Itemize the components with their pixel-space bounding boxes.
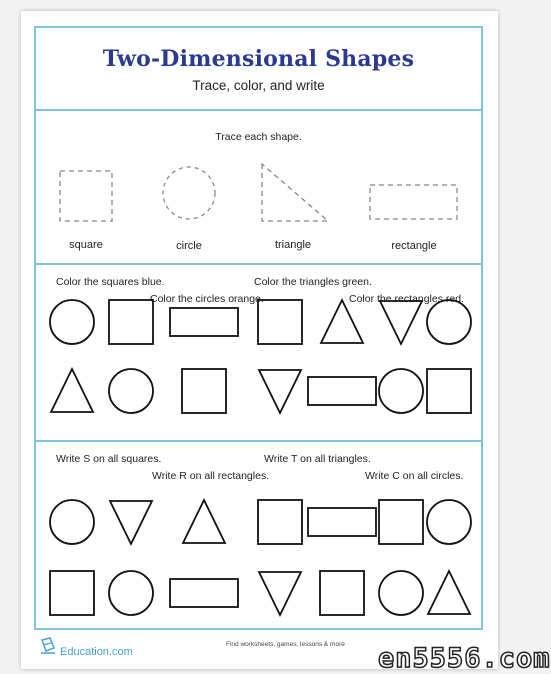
watermark-text: en5556.com	[378, 643, 551, 674]
trace-section	[36, 111, 481, 265]
write-shape-circle[interactable]	[50, 500, 94, 544]
write-instruction-rectangles: Write R on all rectangles.	[152, 470, 270, 482]
write-shape-circle[interactable]	[379, 571, 423, 615]
worksheet-subtitle: Trace, color, and write	[192, 78, 325, 93]
write-shape-circle[interactable]	[427, 500, 471, 544]
write-shape-rectangle[interactable]	[308, 508, 376, 536]
write-section	[36, 442, 481, 630]
write-instruction-squares: Write S on all squares.	[56, 453, 162, 465]
trace-label-rectangle: rectangle	[391, 240, 437, 252]
color-section	[36, 265, 481, 442]
worksheet-frame	[34, 26, 483, 630]
color-shape-rectangle[interactable]	[308, 377, 376, 405]
footer-brand: Education.com	[60, 646, 133, 658]
header-section	[36, 28, 481, 111]
color-shape-triangle-up[interactable]	[321, 300, 363, 343]
trace-label-triangle: triangle	[274, 239, 312, 251]
color-shape-square[interactable]	[182, 369, 226, 413]
trace-label-circle: circle	[176, 240, 202, 252]
write-shape-triangle-down[interactable]	[259, 572, 301, 615]
write-shape-triangle-down[interactable]	[110, 501, 152, 544]
color-instruction-rectangles: Color the rectangles red.	[349, 293, 464, 305]
color-instruction-circles: Color the circles orange.	[150, 293, 264, 305]
write-shape-square[interactable]	[379, 500, 423, 544]
write-shape-square[interactable]	[320, 571, 364, 615]
color-shape-square[interactable]	[258, 300, 302, 344]
write-shape-rectangle[interactable]	[170, 579, 238, 607]
color-instruction-squares: Color the squares blue.	[56, 276, 165, 288]
write-shape-square[interactable]	[50, 571, 94, 615]
footer-note: Find worksheets, games, lessons & more	[226, 641, 345, 648]
trace-instruction: Trace each shape.	[215, 131, 302, 143]
color-shape-circle[interactable]	[50, 300, 94, 344]
color-shape-circle[interactable]	[379, 369, 423, 413]
color-instruction-triangles: Color the triangles green.	[254, 276, 372, 288]
worksheet-title: Two-Dimensional Shapes	[102, 46, 415, 72]
education-logo-icon	[40, 637, 56, 655]
write-shape-triangle-up[interactable]	[183, 500, 225, 543]
color-shape-rectangle[interactable]	[170, 308, 238, 336]
dashed-rectangle-icon	[370, 185, 457, 219]
dashed-circle-icon	[163, 167, 215, 219]
color-shape-triangle-down[interactable]	[259, 370, 301, 413]
trace-label-square: square	[69, 239, 103, 251]
dashed-triangle-icon	[262, 164, 328, 221]
write-instruction-triangles: Write T on all triangles.	[264, 453, 371, 465]
color-shape-triangle-down[interactable]	[380, 301, 422, 344]
color-shape-circle[interactable]	[427, 300, 471, 344]
write-shape-square[interactable]	[258, 500, 302, 544]
color-shape-triangle-up[interactable]	[51, 369, 93, 412]
write-shape-triangle-up[interactable]	[428, 571, 470, 614]
dashed-square-icon	[60, 171, 112, 221]
color-shape-square[interactable]	[109, 300, 153, 344]
color-shapes-grid	[36, 265, 485, 442]
write-instruction-circles: Write C on all circles.	[365, 470, 464, 482]
write-shape-circle[interactable]	[109, 571, 153, 615]
write-shapes-grid	[36, 442, 485, 630]
color-shape-square[interactable]	[427, 369, 471, 413]
color-shape-circle[interactable]	[109, 369, 153, 413]
